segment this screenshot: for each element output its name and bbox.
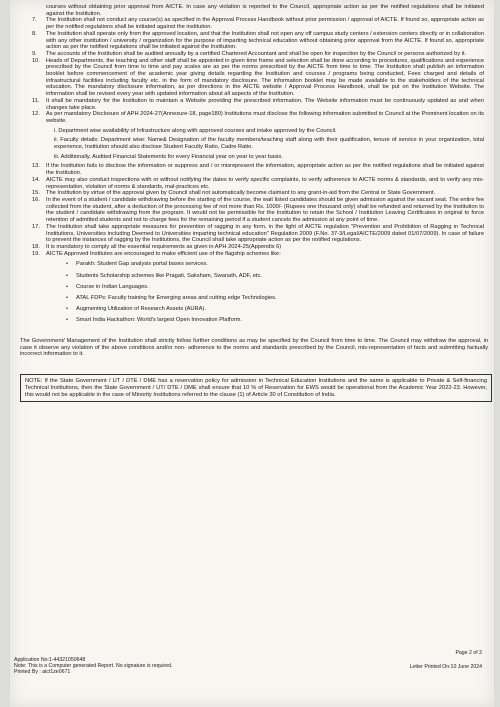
- document-page: [10, 0, 494, 707]
- bullet-icon: •: [66, 306, 68, 313]
- item-text: If the Institution fails to disclose the information or suppress and / or misrepresent the information, appropriate action as per the notified regulations shall be initiated against the Institution.: [46, 163, 484, 177]
- condition-item: [32, 197, 484, 224]
- scheme-text: Parakh: Student Gap analysis portal bases services.: [76, 261, 208, 268]
- condition-item: [32, 111, 484, 160]
- condition-item: [32, 58, 484, 98]
- scheme-text: Course in Indian Languages.: [76, 283, 149, 290]
- item-number: 18.: [32, 243, 40, 250]
- intro-paragraph: courses without obtaining prior approval from AICTE. In case any violation is reported to the Council, appropriate action as per the notified regulations shall be initiated against the Institution.: [46, 4, 484, 17]
- item-text: The accounts of the Institution shall be audited annually by a certified Chartered Accountant and shall be open for inspection by the Council or persons authorized by it.: [46, 50, 467, 57]
- item-number: 16.: [32, 196, 40, 203]
- scheme-text: Smart India Hackathon: World's largest Open Innovation Platform.: [76, 317, 242, 324]
- item-text: The Institution shall take appropriate measures for prevention of ragging in any form, in the light of AICTE regulation "Prevention and Prohibition of Ragging in Technical Institutions, Universities including Deemed to Universities imparting technical education" Regulation 2009 (F.No. 37-3/Legal/AICTE/2009 dated 01/07/2009). In case of failure to prevent the instances of ragging by the Institutions, the Council shall take appropriate action as per the notified regulations.: [46, 223, 484, 244]
- computer-generated-note: Note: This is a Computer generated Report. No signature is required.: [14, 663, 173, 669]
- item-text: It is mandatory to comply all the essential requirements as given in APH 2024-25(Appendix 6): [46, 243, 282, 250]
- item-number: 13.: [32, 163, 40, 170]
- condition-item: [32, 224, 484, 244]
- reservation-note: NOTE: If the State Government / UT / DTE / DME has a reservation policy for admission in Technical Education Institutions and the same is applicable to Private & Self-financing Technical Institutions, then the State Government / UT/ DTE / DME shall ensure that 10 % of Reservation for EWS would be operational from the Academic Year 2022-23. However, this would not be applicable in the case of Minority Institutions referred to the clause (1) of Article 30 of Constitution of India.: [20, 374, 492, 402]
- footer-right: [410, 650, 482, 670]
- page-number: Page 2 of 2: [455, 650, 482, 656]
- scheme-text: Augmenting Utilization of Research Assets (AURA).: [76, 306, 206, 313]
- item-text: In the event of a student / candidate withdrawing before the starting of the course, the wait listed candidates should be given admission against the vacant seat. The entire fee collected from the student, after a deduction of the processing fee of not more than Rs. 1000/- (Rupees one thousand only) shall be refunded and returned by the Institution to the student / candidate withdrawing from the program. It would not be permissible for the Institution to retain the School / Institution Leaving Certificates in original to force retention of admitted students and not to charge fees for the remaining period if a student cancels the admission at any point of time.: [46, 196, 484, 224]
- disclosure-item: i. Department wise availability of Infrastructure along with approved courses and intake approved by the Council.: [54, 127, 337, 134]
- disclosure-list: [54, 128, 484, 161]
- scheme-item: [66, 317, 484, 324]
- item-text: As per mandatory Disclosure of APH 2024-27(Annexure-18, page180) Institutions must disclose the following information submitted to Council at the Prominent location on its website.: [46, 111, 484, 124]
- item-number: 19.: [32, 250, 40, 257]
- bullet-icon: •: [66, 283, 68, 290]
- bullet-icon: •: [66, 261, 68, 268]
- condition-item: [32, 17, 484, 30]
- letter-printed-date: Letter Printed On:10 June 2024: [409, 664, 482, 670]
- disclosure-item: ii. Faculty details: Department wise: Name& Designation of the faculty members/teaching staff along with their qualification, tenure of service in your organization, total experience, Institution should also disclose Student Faculty Ratio, Cadre Ratio.: [54, 137, 484, 151]
- closing-paragraph: The Government/ Management of the Institution shall strictly follow further conditions as may be specified by the Council from time to time. The Council may withdraw the approval, in case it observe any violation of the above conditions and/or non- adherence to the norms and standards prescribed by the Council, mis-representation of facts and submitting factually incorrect information to it.: [20, 338, 488, 358]
- item-text: It shall be mandatory for the Institution to maintain a Website providing the prescribed information. The Website information must be continuously updated as and when changes take place.: [46, 97, 484, 111]
- condition-item: [32, 31, 484, 51]
- item-text: The Institution shall not conduct any course(s) as specified in the Approval Process Handbook without prior permission / approval of AICTE. If found so, appropriate action as per the notified regulations shall be initiated against the institution.: [46, 17, 484, 31]
- bullet-icon: •: [66, 317, 68, 324]
- document-body: [20, 4, 488, 402]
- item-number: 10.: [32, 57, 40, 64]
- condition-item: [32, 163, 484, 176]
- condition-item: [32, 98, 484, 111]
- scheme-item: [66, 261, 484, 268]
- bullet-icon: •: [66, 294, 68, 301]
- scheme-item: [66, 306, 484, 313]
- flagship-schemes-list: [66, 261, 484, 324]
- footer-left: [14, 657, 173, 675]
- item-number: 7.: [32, 17, 37, 24]
- item-number: 12.: [32, 111, 40, 118]
- scheme-item: [66, 273, 484, 280]
- item-number: 14.: [32, 176, 40, 183]
- printed-by: Printed By : aict1ze0671: [14, 669, 71, 675]
- item-number: 8.: [32, 30, 37, 37]
- condition-item: [32, 51, 484, 58]
- item-number: 15.: [32, 190, 40, 197]
- condition-item: [32, 244, 484, 251]
- bullet-icon: •: [66, 272, 68, 279]
- scheme-item: [66, 284, 484, 291]
- item-text: Heads of Departments, the teaching and other staff shall be appointed in given time frame and selection shall be done according to procedures, qualifications and experience prescribed by the Council from time to time and pay scales are as per the norms prescribed by the AICTE from time to time. The Institution shall publish an information booklet before commencement of the academic year giving details regarding the Institution and courses / programs being conducted, Fees charged and details of infrastructural facilities including faculty etc. in the form of mandatory disclosure. The information booklet may be made available to the stakeholders of the technical education. The mandatory disclosure information, as per directions in the AICTE website / Approval Process Handbook, shall be put on the Institution Website. The information shall be revised every year with updated information about all aspects of the Institution.: [46, 57, 484, 98]
- item-text: The Institution shall operate only from the approved location, and that the Institution shall not open any off campus study centers / extension centers directly or in collaboration with any other institution / university / organization for the purpose of imparting technical education without obtaining prior approval from the AICTE. If found so, appropriate action as per the notified regulations shall be initiated against the Institution.: [46, 30, 484, 51]
- item-text: The Institution by virtue of the approval given by Council shall not automatically become claimant to any grant-in-aid from the Central or State Government.: [46, 190, 436, 197]
- item-number: 11.: [32, 97, 40, 104]
- item-text: AICTE Approved Institutes are encouraged to make efficient use of the flagship schemes like:: [46, 250, 281, 257]
- application-number: Application No:1-44321050648: [14, 657, 86, 663]
- scheme-item: [66, 295, 484, 302]
- scheme-text: ATAL FDPs: Faculty training for Emerging areas and cutting edge Technologies.: [76, 294, 277, 301]
- scheme-text: Students Scholarship schemes like Pragati, Saksham, Swanath, ADF, etc.: [76, 272, 262, 279]
- conditions-list: [32, 17, 484, 324]
- item-number: 17.: [32, 223, 40, 230]
- condition-item: [32, 190, 484, 197]
- condition-item: [32, 177, 484, 190]
- item-text: AICTE may also conduct inspections with or without notifying the dates to verify specific complaints, to verify adherence to AICTE norms & standards, and to verify any mis-representation, violation of norms & standards, mal-practices etc.: [46, 176, 484, 190]
- item-number: 9.: [32, 50, 37, 57]
- condition-item: [32, 251, 484, 324]
- disclosure-item: iii. Additionally, Audited Financial Statements for every Financial year on year to year basis.: [54, 153, 283, 160]
